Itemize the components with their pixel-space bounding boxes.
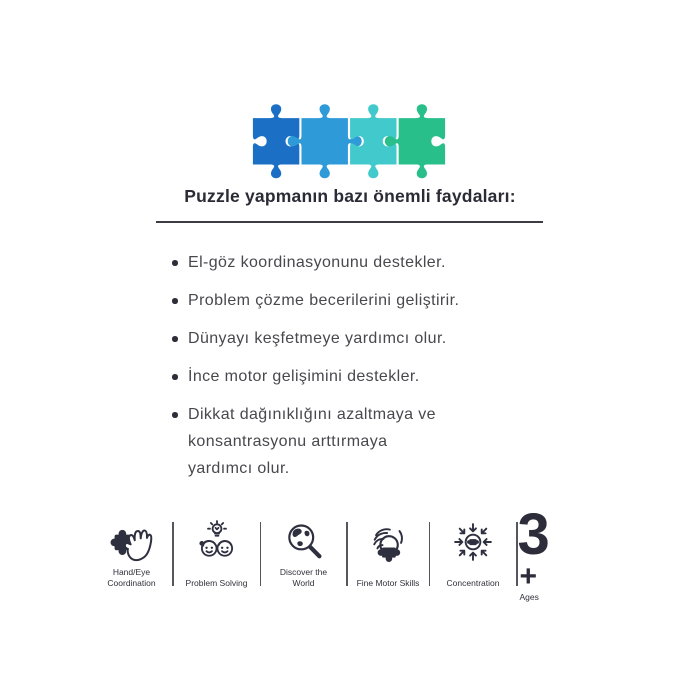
feature-label: Hand/Eye Coordination <box>107 567 156 588</box>
title-divider <box>156 221 543 223</box>
feature-label: Problem Solving <box>185 577 248 588</box>
list-item <box>171 325 543 352</box>
benefit-text: konsantrasyonu arttırmaya <box>188 433 388 450</box>
feature-discover-world <box>261 519 346 589</box>
list-item <box>171 287 543 314</box>
list-item <box>171 249 543 276</box>
feature-label: Concentration <box>446 577 500 588</box>
page-title: Puzzle yapmanın bazı önemli faydaları: <box>184 186 516 206</box>
benefit-text: yardımcı olur. <box>188 460 290 477</box>
benefit-text: Dünyayı keşfetmeye yardımcı olur. <box>188 330 447 347</box>
age-value: 3 <box>517 501 550 567</box>
list-item <box>171 363 543 390</box>
concentration-icon <box>451 519 495 564</box>
feature-concentration <box>430 519 516 589</box>
benefit-text: Dikkat dağınıklığını azaltmaya ve <box>188 406 436 423</box>
problem-solving-icon <box>195 519 239 564</box>
age-recommendation <box>517 501 618 603</box>
feature-problem-solving <box>174 519 260 589</box>
puzzle-piece-2 <box>288 104 362 178</box>
age-plus-sign: + <box>519 560 538 594</box>
benefits-list <box>171 249 543 493</box>
fine-motor-skills-icon <box>366 519 410 564</box>
puzzle-piece-4 <box>385 104 445 178</box>
list-item <box>171 401 543 482</box>
benefit-text: Problem çözme becerilerini geliştirir. <box>188 292 460 309</box>
hand-eye-coordination-icon <box>109 519 155 564</box>
feature-hand-eye-coordination <box>91 519 172 589</box>
benefit-text: İnce motor gelişimini destekler. <box>188 368 420 385</box>
feature-label: Discover the World <box>279 567 328 588</box>
feature-fine-motor-skills <box>348 519 429 589</box>
age-label: Ages <box>519 592 539 603</box>
features-strip <box>91 501 618 603</box>
discover-world-icon <box>282 519 326 564</box>
puzzle-pieces-banner <box>250 102 448 182</box>
feature-label: Fine Motor Skills <box>356 577 420 588</box>
benefit-text: El-göz koordinasyonunu destekler. <box>188 254 446 271</box>
